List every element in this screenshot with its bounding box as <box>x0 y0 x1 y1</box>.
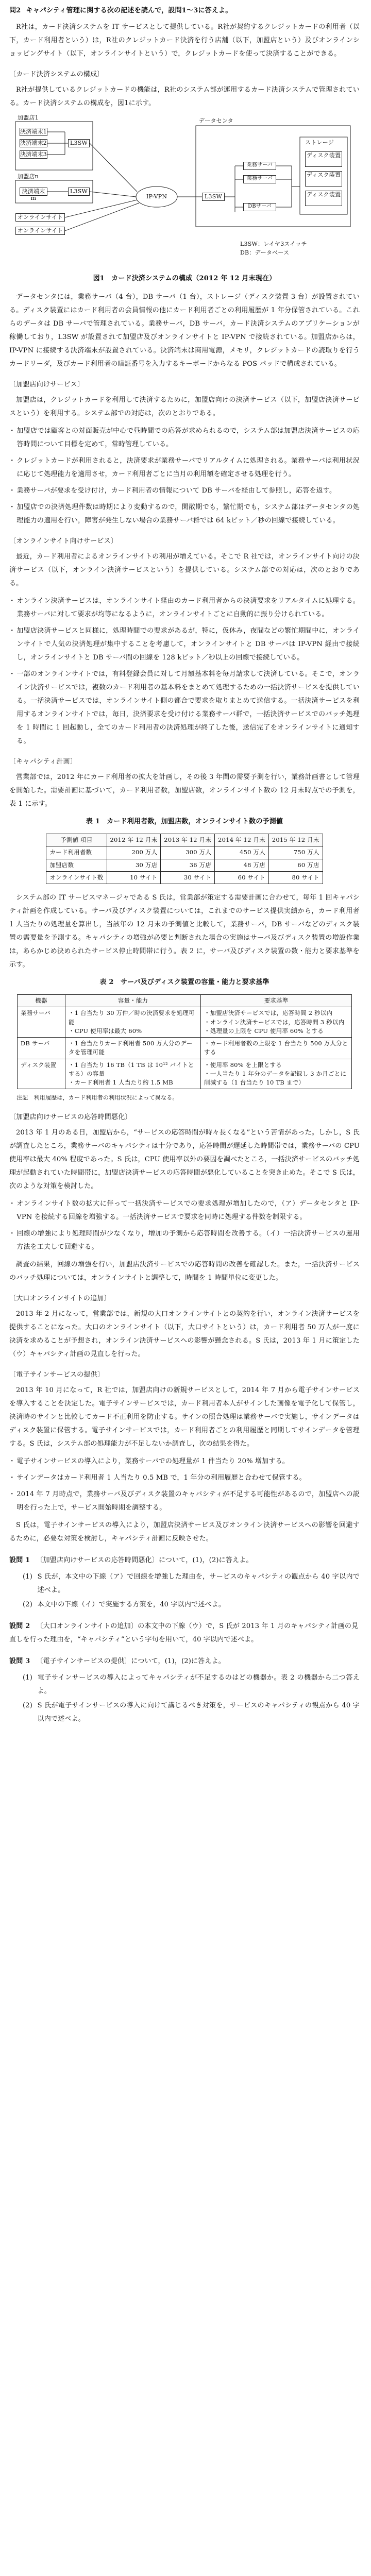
store-service-paragraph: 加盟店は，クレジットカードを利用して決済するために，加盟店向けの決済サービス（以下，加盟店決済サービスという）を利用する。システム部での対応は，次のとおりである。 <box>9 396 360 417</box>
figure-1-caption: 図1 カード決済システムの構成（2012 年 12 月末現在） <box>93 275 276 282</box>
table-cell: 300 万人 <box>161 846 215 859</box>
e-sign-paragraph-2: S 氏は，電子サインサービスの導入により，加盟店決済サービス及びオンライン決済サービスへの影響を回避するために，必要な対策を検討し，キャパシティ計画に反映させた。 <box>9 1521 360 1543</box>
list-item: ・ 電子サインサービスの導入により，業務サーバでの処理量が 1 件当たり 20% 増加する。 <box>9 1455 360 1468</box>
diagram-legend <box>240 240 307 257</box>
link-l3sw1-vpn <box>90 143 137 192</box>
online-service-paragraph: 最近，カード利用者によるオンラインサイトの利用が増えている。そこで R 社では，オンラインサイト向けの決済サービス（以下，オンライン決済サービスという）を提供している。システム部での対応は，次のとおりである。 <box>9 553 360 587</box>
table-row <box>18 1059 352 1089</box>
question-1-item-1: (1) S 氏が，本文中の下線（ア）で回線を増強した理由を，サービスのキャパシティの観点から 40 字以内で述べよ。 <box>23 1573 360 1595</box>
link-online1-vpn <box>65 200 137 217</box>
list-item: ・ 加盟店では顧客との対面販売が中心で昼時間での応答が求められるので，システム部は加盟店決済サービスの応答時間について目標を定めて，常時管理している。 <box>9 425 360 451</box>
store-group-1-label: 加盟店1 <box>18 114 39 121</box>
list-item: ・ オンライン決済サービスは，オンラインサイト経由のカード利用者からの決済要求をリアルタイムに処理する。業務サーバに対して要求が均等になるように，オンラインサイトごとに自動的に振り分けられている。 <box>9 595 360 621</box>
table-row <box>18 1038 352 1059</box>
list-item: ・ 一部のオンラインサイトでは，有料登録会員に対して月額基本料を毎月請求して決済している。そこで，オンライン決済サービスでは，複数のカード利用者の基本料をまとめて処理するための一括決済サービスを提供している。一括決済サービスでは，オンラインサイト側の都合で要求を取りまとめて送信する。一括決済サービスを利用するオンラインサイトでは，毎日，決済要求を受け付ける業務サーバ群で，一括決済サービスでのバッチ処理を 1 時間に 1 回起動し，全てのカード利用者の決済処理が終了した後，送信完了をオンラインサイトに通知する。 <box>9 668 360 748</box>
table-row <box>46 871 323 884</box>
list-item: ・ オンラインサイト数の拡大に伴って一括決済サービスでの要求処理が増加したので，（ア）データセンタと IP-VPN を接続する回線を増強する。一括決済サービスで要求を同時に処理する件数を制限する。 <box>9 1197 360 1224</box>
online-site-1: オンラインサイト <box>15 213 65 222</box>
table-cell: 200 万人 <box>107 846 161 859</box>
section-heading-large-site: 〔大口オンラインサイトの追加〕 <box>9 1295 111 1303</box>
question-3 <box>9 1655 360 1726</box>
section-heading-e-sign: 〔電子サインサービスの提供〕 <box>9 1371 104 1379</box>
table-cell: ・1 台当たり 30 万件／時の決済要求を処理可能 ・CPU 使用率は最大 60% <box>65 1007 201 1038</box>
app-server-2: 業務サーバ <box>243 175 276 183</box>
table-cell: ・カード利用者数の上限を 1 台当たり 500 万人分とする <box>201 1038 352 1059</box>
legend-db: DB：データベース <box>240 249 290 256</box>
list-item: ・ 業務サーバが要求を受け付け，カード利用者の情報について DB サーバを経由して参照し，応答を返す。 <box>9 484 360 498</box>
row-label: ディスク装置 <box>18 1059 65 1089</box>
question-1-label: 設問 1 <box>9 1556 30 1565</box>
section-heading-capacity-plan: 〔キャパシティ計画〕 <box>9 758 77 766</box>
system-paragraph-1: R社が提供しているクレジットカードの機能は，R社のシステム部が運用するカード決済システムで管理されている。カード決済システムの構成を，図1に示す。 <box>9 86 360 107</box>
e-sign-paragraph-1: 2013 年 10 月になって，R 社では，加盟店向けの新規サービスとして，2014 年 7 月から電子サインサービスを導入することを決定した。電子サインサービスでは，カード利用者本人がサインした画像を電子化して保管し，決済時のサインと比較してカード不正利用を防止する。サインの照合処理は業務サーバで実施し，サインデータはディスク装置に保管する。電子サインサービスでは，カード利用者ごとの利用履歴と同期してサインデータを管理する。S 氏は，システム部の処理能力が不足しないか調査し，次の結果を得た。 <box>9 1386 360 1448</box>
system-paragraph-2: データセンタには，業務サーバ（4 台），DB サーバ（1 台），ストレージ（ディスク装置 3 台）が設置されている。ディスク装置にはカード利用者の会員情報の他にカード利用者ごとの利用履歴が 1 年分保管されている。これらのデータは DB サーバで管理されている。業務サーバ，DB サーバ，カード決済システムのアプリケーションが稼働しており，L3SW が設置されて加盟店及びオンラインサイトと IP-VPN で接続されている。加盟店からは，IP-VPN に接続する決済端末が設置されている。決済端末は商用電源，メモリ，クレジットカードの読取りを行うカードリーダ，及びカード利用者の暗証番号を入力するキーボードからなる POS パッドで構成されている。 <box>9 293 360 368</box>
row-label: 加盟店数 <box>46 859 107 871</box>
question-2-title: 〔大口オンラインサイトの追加〕の本文中の下線（ウ）で，S 氏が 2013 年 1 月のキャパシティ計画の見直しを行った理由を，“キャパシティ”という字句を用いて，40 字以内で述べよ。 <box>9 1622 359 1644</box>
response-list <box>9 1197 360 1254</box>
section-heading-system: 〔カード決済システムの構成〕 <box>9 71 104 78</box>
section-heading-store-service: 〔加盟店向けサービス〕 <box>9 381 85 388</box>
terminal-3: 決済端末3 <box>20 151 47 158</box>
disk-3: ディスク装置 <box>305 191 342 206</box>
link-online2-vpn <box>65 203 139 231</box>
question-1-title: 〔加盟店向けサービスの応答時間悪化〕について，(1)，(2)に答えよ。 <box>36 1556 253 1565</box>
list-item: ・ 回線の増強により処理時間が少なくなり，増加の予測から応答時間を改善する。（イ）一括決済サービスの運用方法を工夫して回避する。 <box>9 1227 360 1254</box>
response-paragraph-1: 2013 年 1 月のある日，加盟店から，“サービスの応答時間が時々長くなる”という苦情があった。しかし，S 氏が調査したところ，業務サーバのキャパシティは十分であり，応答時間が遅延した時間帯では，業務サーバの CPU 使用率は最大 40% 程度であった。S 氏は，CPU 使用率以外の要因を調べたところ，一括決済サービスのバッチ処理が起動されていた時間帯に，加盟店決済サービスの応答時間が悪化していることを突き止めた。そこで S 氏は，次のような対策を検討した。 <box>9 1129 360 1191</box>
l3sw-datacenter: L3SW <box>202 193 225 201</box>
table-column-header: 容量・能力 <box>65 995 201 1007</box>
table-column-header: 2014 年 12 月末 <box>215 834 269 846</box>
system-diagram <box>13 114 353 269</box>
question-header <box>9 4 360 18</box>
table-row <box>46 846 323 859</box>
table-cell: ・1 台当たりカード利用者 500 万人分のデータを管理可能 <box>65 1038 201 1059</box>
table-1-caption: 表 1 カード利用者数，加盟店数，オンラインサイト数の予測値 <box>86 818 283 825</box>
link-l3swn-vpn <box>90 192 136 197</box>
table-cell: 750 万人 <box>268 846 323 859</box>
table-2-caption: 表 2 サーバ及びディスク装置の容量・能力と要求基準 <box>99 978 269 986</box>
table-column-header: 2013 年 12 月末 <box>161 834 215 846</box>
row-label: カード利用者数 <box>46 846 107 859</box>
online-service-list <box>9 595 360 748</box>
table-cell: 80 サイト <box>268 871 323 884</box>
store-group-n-label: 加盟店n <box>18 173 39 180</box>
terminal-1: 決済端末1 <box>20 128 47 135</box>
row-label: 業務サーバ <box>18 1007 65 1038</box>
section-heading-response: 〔加盟店向けサービスの応答時間悪化〕 <box>9 1113 132 1122</box>
e-sign-list <box>9 1455 360 1515</box>
table-header-row <box>18 995 352 1007</box>
capacity-plan-paragraph-2: システム部の IT サービスマネージャである S 氏は，営業部が策定する需要計画に合わせて，毎年 1 回キャパシティ計画を作成している。サーバ及びディスク装置については，これまでのサービス提供実績から，カード利用者 1 人当たりの処理量を算出し，当該年の 12 月末の予測値と比較して，業務サーバ，DB サーバなどのディスク装置の需要量を予測する。キャパシティの増強が必要と判断された場合の実施はサーバ及びディスク装置の増設作業は，あらかじめ決められたサービス停止時間帯に行う。表 2 に，サーバ及びディスク装置の数・能力と要求基準を示す。 <box>9 894 360 969</box>
list-item: ・ クレジットカードが利用されると，決済要求が業務サーバでリアルタイムに処理される。業務サーバは利用状況に応じて処理能力を適用させ，カード利用者ごとに当月の利用額を確定させる処理を行う。 <box>9 454 360 481</box>
terminal-m: 決済端末m <box>20 188 47 196</box>
table-cell: 60 サイト <box>215 871 269 884</box>
table-cell: ・使用率 80% を上限とする ・一人当たり 1 年分のデータを記録し 3 か月ごとに削減する（1 台当たり 10 TB まで） <box>201 1059 352 1089</box>
list-item: ・ サインデータはカード利用者 1 人当たり 0.5 MB で，1 年分の利用履歴と合わせて保管する。 <box>9 1471 360 1485</box>
storage-label: ストレージ <box>305 139 334 146</box>
list-item: ・ 加盟店決済サービスと同様に，処理時間での要求があるが，特に，仮休み，夜間などの繁忙期間中に，オンラインサイトで人気の決済処理が集中することを考慮して，オンラインサイトと DB サーバは IP-VPN 経由で接続し，オンラインサイトと DB サーバ間の回線を 128 kビット／秒以上の回線で接続している。 <box>9 624 360 665</box>
question-2-label: 設問 2 <box>9 1622 30 1631</box>
legend-l3sw: L3SW：レイヤ3スイッチ <box>240 241 307 247</box>
app-server-1: 業務サーバ <box>243 162 276 170</box>
table-column-header: 2012 年 12 月末 <box>107 834 161 846</box>
row-label: オンラインサイト数 <box>46 871 107 884</box>
question-1 <box>9 1554 360 1612</box>
table-column-header: 機器 <box>18 995 65 1007</box>
large-site-paragraph: 2013 年 2 月になって，営業部では，新規の大口オンラインサイトとの契約を行い，オンライン決済サービスを提供することになった。大口のオンラインサイト（以下，大口サイトという）は，カード利用者 50 万人が一度に決済を求めることが予想され，オンライン決済サービスへの影響が懸念される。S 氏は，2013 年 1 月に策定した（ウ）キャパシティ計画の見直しを行った。 <box>9 1310 360 1359</box>
table-2-note: 注記 利用履歴は，カード利用者の利用状況によって異なる。 <box>16 1094 178 1101</box>
capacity-plan-paragraph-1: 営業部では，2012 年にカード利用者の拡大を計画し，その後 3 年間の需要予測を行い，業務計画書として管理を開始した。需要計画に基づいて，カード利用者数，加盟店数，オンラインサイト数の 12 月末時点での予測を，表 1 に示す。 <box>9 773 360 808</box>
table-cell: 450 万人 <box>215 846 269 859</box>
table-cell: 36 万店 <box>161 859 215 871</box>
table-cell: 30 万店 <box>107 859 161 871</box>
question-3-title: 〔電子サインサービスの提供〕について，(1)，(2)に答えよ。 <box>36 1657 225 1666</box>
ipvpn-label: IP-VPN <box>146 193 167 200</box>
question-3-item-1: (1) 電子サインサービスの導入によってキャパシティが不足するのはどの機器か。表 2 の機器から二つ答えよ。 <box>23 1674 360 1696</box>
list-item: ・ 加盟店での決済処理件数は時期により変動するので，閑散期でも，繁忙期でも，システム部はデータセンタの処理能力の適用を行い，障害が発生しない場合の業務サーバ群では 64 kビット／秒の回線で接続している。 <box>9 501 360 528</box>
list-item: ・ 2014 年 7 月時点で，業務サーバ及びディスク装置のキャパシティが不足する可能性があるので，加盟店への説明を行った上で，サービス開始時期を調整する。 <box>9 1488 360 1515</box>
response-paragraph-2: 調査の結果，回線の増強を行い，加盟店決済サービスでの応答時間の改善を確認した。また，一括決済サービスのバッチ処理については，オンラインサイトと調整して，時間を 1 時間単位に変更した。 <box>9 1261 360 1282</box>
db-server: DBサーバ <box>243 203 276 211</box>
l3sw-store-n: L3SW <box>68 188 90 196</box>
table-cell: ・1 台当たり 16 TB（1 TB は 10¹² バイトとする）の容量 ・カード利用者 1 人当たり約 1.5 MB <box>65 1059 201 1089</box>
question-3-item-2: (2) S 氏が電子サインサービスの導入に向けて講じるべき対策を，サービスのキャパシティの観点から 40 字以内で述べよ。 <box>23 1702 360 1723</box>
question-title: キャパシティ管理に関する次の記述を読んで，設問1～3に答えよ。 <box>26 7 232 14</box>
table-cell: 30 サイト <box>161 871 215 884</box>
l3sw-store-1: L3SW <box>68 139 90 147</box>
section-heading-online-service: 〔オンラインサイト向けサービス〕 <box>9 537 117 545</box>
intro-paragraph: R社は，カード決済システムを IT サービスとして提供している。R社が契約するクレジットカードの利用者（以下，カード利用者という）は，R社のクレジットカード決済を行う店舗（以下，加盟店という）及びオンラインショッピングサイト（以下，オンラインサイトという）で，クレジットカードを使って決済することができる。 <box>9 23 360 58</box>
row-label: DB サーバ <box>18 1038 65 1059</box>
table-cell: 48 万店 <box>215 859 269 871</box>
datacenter-label: データセンタ <box>199 117 233 124</box>
table-row <box>46 859 323 871</box>
question-1-item-2: (2) 本文中の下線（イ）で実施する方策を，40 字以内で述べよ。 <box>23 1601 226 1609</box>
question-2 <box>9 1620 360 1647</box>
table-cell: 10 サイト <box>107 871 161 884</box>
disk-1: ディスク装置 <box>305 151 342 167</box>
online-site-2: オンラインサイト <box>15 227 65 235</box>
table-cell: ・加盟店決済サービスでは，応答時間 2 秒以内 ・オンライン決済サービスでは，応答時間 3 秒以内 ・処理量の上限を CPU 使用率 60% とする <box>201 1007 352 1038</box>
capacity-table <box>17 994 352 1089</box>
table-row <box>18 1007 352 1038</box>
table-corner-header: 予測値 項目 <box>46 834 107 846</box>
question-number: 問2 <box>9 7 21 14</box>
store-service-list <box>9 425 360 528</box>
disk-2: ディスク装置 <box>305 171 342 187</box>
question-3-label: 設問 3 <box>9 1657 30 1666</box>
table-cell: 60 万店 <box>268 859 323 871</box>
table-column-header: 2015 年 12 月末 <box>268 834 323 846</box>
table-header-row <box>46 834 323 846</box>
forecast-table <box>46 834 323 884</box>
terminal-2: 決済端末2 <box>20 140 47 146</box>
table-column-header: 要求基準 <box>201 995 352 1007</box>
